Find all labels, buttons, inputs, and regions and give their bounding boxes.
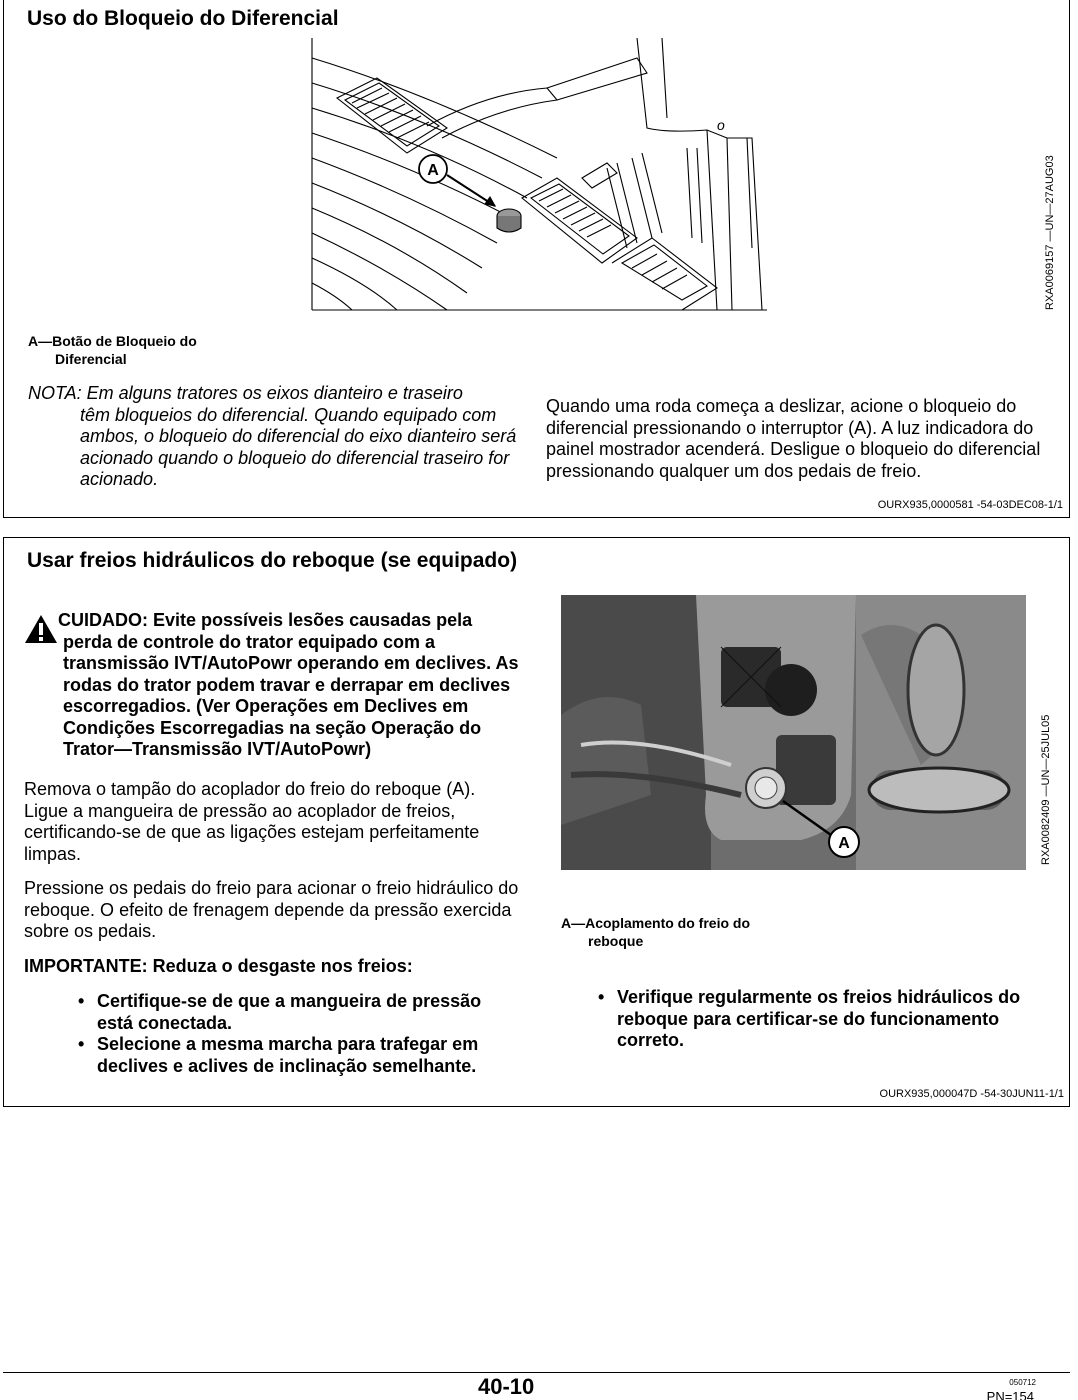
figure-code: RXA0069157 —UN—27AUG03 xyxy=(1044,155,1056,310)
list-item: • Verifique regularmente os freios hidráulicos do reboque para certificar-se do funcionamento correto. xyxy=(598,987,1038,1052)
caution-block xyxy=(24,610,534,761)
note-rest: têm bloqueios do diferencial. Quando equipado com ambos, o bloqueio do diferencial do eixo dianteiro será acionado quando o bloqueio do diferencial traseiro for acionado. xyxy=(80,404,517,489)
differential-lock-illustration xyxy=(307,38,772,313)
caution-first-line: CUIDADO: Evite possíveis lesões causadas pela xyxy=(58,610,473,630)
footer-code: OURX935,000047D -54-30JUN11-1/1 xyxy=(879,1088,1064,1100)
section-differential-lock xyxy=(3,0,1070,518)
callout-a: A xyxy=(838,835,850,852)
print-code: 050712 xyxy=(1009,1378,1036,1387)
body-paragraph: Pressione os pedais do freio para acionar o freio hidráulico do reboque. O efeito de frenagem depende da pressão exercida sobre os pedais. xyxy=(24,878,519,941)
body-paragraph: Quando uma roda começa a deslizar, acione o bloqueio do diferencial pressionando o interruptor (A). A luz indicadora do painel mostrador acenderá. Desligue o bloqueio do diferencial pressionando qualquer um dos pedais de freio. xyxy=(546,396,1041,481)
figure-legend xyxy=(28,332,197,368)
list-item: • Selecione a mesma marcha para trafegar em declives e aclives de inclinação semelhante. xyxy=(78,1034,518,1077)
footer-rule xyxy=(3,1372,1070,1373)
footer-code: OURX935,0000581 -54-03DEC08-1/1 xyxy=(877,499,1063,511)
figure-legend xyxy=(561,914,750,950)
bullet-list-left xyxy=(78,991,518,1077)
caution-rest: perda de controle do trator equipado com a transmissão IVT/AutoPowr operando em declives. As rodas do trator podem travar e derrapar em declives escorregadios. (Ver Operações em Declives em Condições Escorregadias na seção Operação do Trator—Transmissão IVT/AutoPowr) xyxy=(63,631,519,759)
bullet-list-right xyxy=(598,987,1038,1052)
figure-code: RXA0082409 —UN—25JUL05 xyxy=(1040,714,1052,865)
legend-line: Diferencial xyxy=(55,351,127,367)
pn-label: PN=154 xyxy=(986,1389,1034,1400)
legend-line: A—Botão de Bloqueio do xyxy=(28,333,197,349)
note-text xyxy=(28,383,518,491)
section-title: Uso do Bloqueio do Diferencial xyxy=(27,7,339,30)
callout-a: A xyxy=(427,162,439,179)
section-title: Usar freios hidráulicos do reboque (se equipado) xyxy=(27,549,518,572)
legend-line: A—Acoplamento do freio do xyxy=(561,915,750,931)
important-label: IMPORTANTE: Reduza o desgaste nos freios: xyxy=(24,956,413,976)
note-first-line: NOTA: Em alguns tratores os eixos dianteiro e traseiro xyxy=(28,383,463,403)
warning-icon xyxy=(24,614,58,644)
svg-text:o: o xyxy=(717,117,725,133)
trailer-brake-coupler-photo xyxy=(561,595,1026,870)
page-number: 40-10 xyxy=(478,1374,535,1399)
body-paragraph: Remova o tampão do acoplador do freio do reboque (A). Ligue a mangueira de pressão ao acoplador de freios, certificando-se de que as ligações estejam perfeitamente limpas. xyxy=(24,779,480,864)
legend-line: reboque xyxy=(588,933,644,949)
list-item: • Certifique-se de que a mangueira de pressão está conectada. xyxy=(78,991,518,1034)
